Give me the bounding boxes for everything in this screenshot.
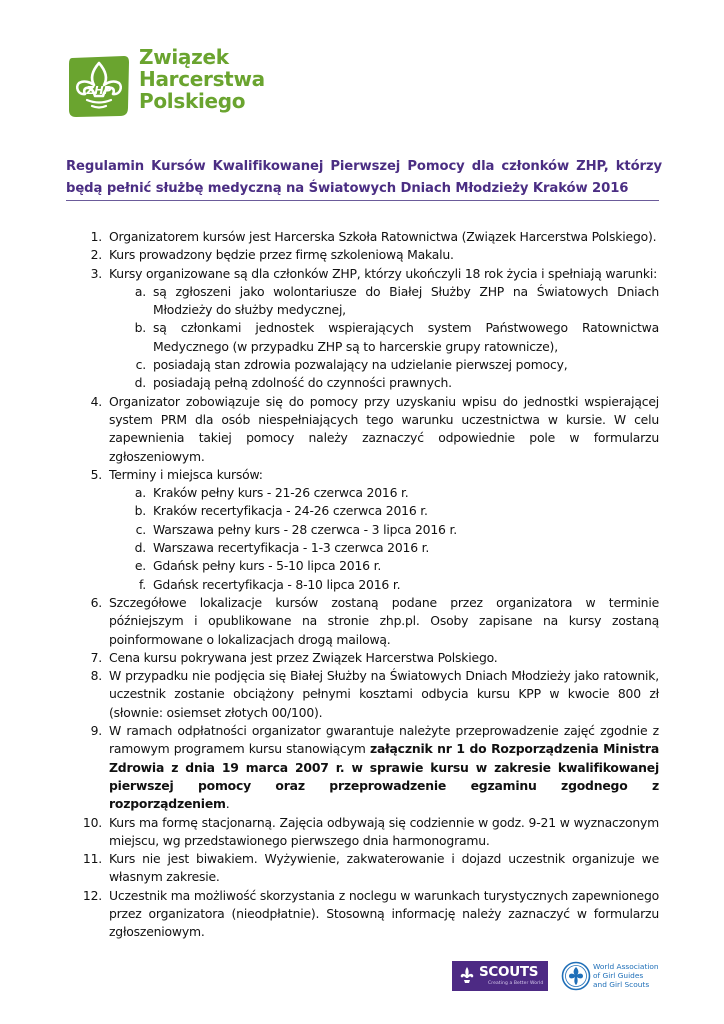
rule-item-5c: c. Warszawa pełny kurs - 28 czerwca - 3 lipca 2016 r. — [135, 521, 457, 537]
scouts-tagline: Creating a Better World — [488, 981, 544, 986]
rule-item-5: 5. Terminy i miejsca kursów: — [90, 466, 263, 482]
rule-item-5b: b. Kraków recertyfikacja - 24-26 czerwca 2016 r. — [134, 503, 428, 519]
rule-item-3d: d. posiadają pełną zdolność do czynności prawnych. — [134, 375, 452, 391]
rule-item-1: 1. Organizatorem kursów jest Harcerska Szkoła Ratownictwa (Związek Harcerstwa Polskiego). — [90, 229, 657, 244]
rule-item-6: 6. Szczegółowe lokalizacje kursów zostaną podane przez organizatora w terminie późniejszym i opublikowane na stronie zhp.pl. Osoby zapisane na kursy zostaną poinformowane o lokalizacjach drogą mailową. — [90, 594, 659, 647]
rule-item-11: 11. Kurs nie jest biwakiem. Wyżywienie, zakwaterowanie i dojazd uczestnik organizuje we własnym zakresie. — [82, 851, 659, 885]
wagggs-line-1: World Association — [593, 962, 659, 971]
wagggs-trefoil-icon — [561, 961, 591, 991]
rule-item-5d: d. Warszawa recertyfikacja - 1-3 czerwca 2016 r. — [134, 540, 430, 556]
rule-item-2: 2. Kurs prowadzony będzie przez firmę szkoleniową Makalu. — [90, 247, 454, 263]
zhp-logo — [66, 46, 276, 126]
rules-list — [66, 228, 659, 942]
wagggs-line-2: of Girl Guides — [593, 971, 644, 980]
rule-item-3b: b. są członkami jednostek wspierających system Państwowego Ratownictwa Medycznego (w przypadku ZHP są to harcerskie grupy ratownicze), — [134, 320, 659, 354]
scouts-logo — [452, 961, 548, 991]
rule-item-8: 8. W przypadku nie podjęcia się Białej Służby na Światowych Dniach Młodzieży jako ratownik, uczestnik zostanie obciążony pełnymi kosztami odbycia kursu KPP w kwocie 800 zł (słownie: osiemset złotych 00/100). — [90, 668, 659, 720]
document-title: Regulamin Kursów Kwalifikowanej Pierwszej Pomocy dla członków ZHP, którzy będą pełnić służbę medyczną na Światowych Dniach Młodzieży Kraków 2016 — [66, 159, 662, 196]
logo-line-3: Polskiego — [139, 89, 246, 113]
rule-item-4: 4. Organizator zobowiązuje się do pomocy przy uzyskaniu wpisu do jednostki wspierającej system PRM dla osób niespełniających tego warunku uczestnictwa w kursie. W celu zapewnienia takiej pomocy należy zaznaczyć odpowiednie pole w formularzu zgłoszeniowym. — [90, 393, 659, 464]
wagggs-line-3: and Girl Scouts — [593, 980, 650, 989]
svg-text:ZHP: ZHP — [86, 84, 112, 97]
regulation-reference: załącznik nr 1 do Rozporządzenia Ministra Zdrowia z dnia 19 marca 2007 r. w sprawie kursu w zakresie kwalifikowanej pierwszej pomocy oraz przeprowadzenie egzaminu zgodnego z rozporządzeniem — [109, 741, 659, 812]
scouts-wordmark: SCOUTS — [479, 964, 539, 980]
rule-item-3a: a. są zgłoszeni jako wolontariusze do Białej Służby ZHP na Światowych Dniach Młodzieży do służby medycznej, — [134, 283, 659, 318]
logo-line-2: Harcerstwa — [139, 67, 265, 91]
rule-item-9: 9. W ramach odpłatności organizator gwarantuje należyte przeprowadzenie zajęć zgodnie z ramowym programem kursu stanowiącym załącznik nr 1 do Rozporządzenia Ministra Zdrowia z dnia 19 marca 2007 r. w sprawie kursu w zakresie kwalifikowanej pierwszej pomocy oraz przeprowadzenie egzaminu zgodnego z rozporządzeniem. — [90, 723, 659, 812]
logo-line-1: Związek — [139, 45, 229, 69]
zhp-wordmark — [139, 46, 265, 112]
rule-item-5f: f. Gdańsk recertyfikacja - 8-10 lipca 2016 r. — [139, 576, 401, 592]
rule-item-3c: c. posiadają stan zdrowia pozwalający na udzielanie pierwszej pomocy, — [135, 357, 568, 373]
rule-item-5e: e. Gdańsk pełny kurs - 5-10 lipca 2016 r. — [134, 558, 382, 574]
rule-item-12: 12. Uczestnik ma możliwość skorzystania z noclegu w warunkach turystycznych zapewnionego przez organizatora (nieodpłatnie). Stosowną informację należy zaznaczyć w formularzu zgłoszeniowym. — [82, 887, 659, 940]
rule-item-7: 7. Cena kursu pokrywana jest przez Związek Harcerstwa Polskiego. — [90, 649, 498, 665]
rule-item-10: 10. Kurs ma formę stacjonarną. Zajęcia odbywają się codziennie w godz. 9-21 w wyznaczonym miejscu, wg przedstawionego pierwszego dnia harmonogramu. — [82, 814, 659, 848]
scouts-fleur-de-lis-icon — [459, 966, 475, 984]
wagggs-name — [593, 962, 663, 989]
rule-item-5a: a. Kraków pełny kurs - 21-26 czerwca 2016 r. — [134, 485, 409, 501]
title-divider — [66, 200, 659, 201]
rule-item-3: 3. Kursy organizowane są dla członków ZHP, którzy ukończyli 18 rok życia i spełniają warunki: — [90, 265, 658, 281]
zhp-fleur-de-lis-icon — [66, 54, 132, 120]
